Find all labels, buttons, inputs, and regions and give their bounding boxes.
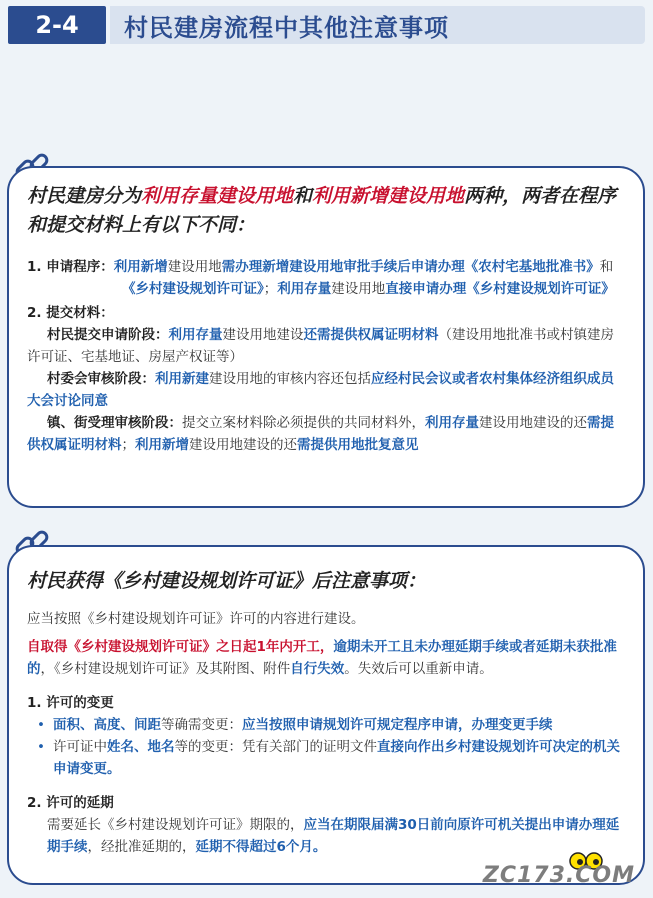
permit-validity-note xyxy=(27,636,627,680)
text-plain: ； xyxy=(263,281,278,297)
text-blue: 应当在期限届满30日前向原许可机关提出申请办理延期手续 xyxy=(47,817,620,855)
text-plain: ； xyxy=(121,437,135,453)
lead-text: 和 xyxy=(293,185,313,207)
item-label: 2. 提交材料： xyxy=(27,305,114,321)
permit-notes-card xyxy=(7,545,645,885)
text-plain: 建设用地建设的还 xyxy=(189,437,297,453)
stage-town-review xyxy=(27,412,627,456)
card2-content xyxy=(27,567,627,858)
text-blue: 利用新建 xyxy=(155,371,209,387)
text-plain: ，《乡村建设规划许可证》及其附图、附件 xyxy=(40,661,291,677)
text-blue: 需办理新增建设用地审批手续后申请办理《农村宅基地批准书》 xyxy=(221,259,600,275)
text-blue: 《乡村建设规划许可证》 xyxy=(122,281,264,297)
text-blue: 利用存量 xyxy=(168,327,223,343)
lead-highlight-existing: 利用存量建设用地 xyxy=(141,185,294,207)
text-blue: 延期不得超过6个月。 xyxy=(195,839,327,855)
text-blue: 直接申请办理《乡村建设规划许可证》 xyxy=(385,281,615,297)
lead-text: 两种，两者在程序和提交材料上有以下不同： xyxy=(27,185,617,236)
text-blue: 姓名、地名 xyxy=(107,739,175,755)
list-item xyxy=(27,714,627,736)
text-plain: 需要延长《乡村建设规划许可证》期限的， xyxy=(47,817,304,833)
stage-label: 村委会审核阶段： xyxy=(47,371,155,387)
text-blue: 利用新增 xyxy=(135,437,189,453)
stage-village-committee-review xyxy=(27,368,627,412)
text-blue: 需提供用地批复意见 xyxy=(297,437,419,453)
text-plain: 等的变更：凭有关部门的证明文件 xyxy=(174,739,377,755)
text-plain: 建设用地 xyxy=(167,259,222,275)
text-plain: 建设用地建设的还 xyxy=(479,415,587,431)
text-plain: 提交立案材料除必须提供的共同材料外， xyxy=(182,415,425,431)
text-plain: ，经批准延期的， xyxy=(87,839,196,855)
item-application-procedure xyxy=(27,256,627,300)
stage-label: 镇、街受理审核阶段： xyxy=(47,415,182,431)
section-title: 村民建房流程中其他注意事项 xyxy=(124,13,449,42)
stage-villager-application xyxy=(27,324,627,368)
text-plain: 和 xyxy=(599,259,614,275)
section-header xyxy=(0,0,653,54)
section-number: 2-4 xyxy=(8,6,106,44)
section-label: 2. 许可的延期 xyxy=(27,795,114,811)
card1-content xyxy=(27,182,627,456)
item-label: 1. 申请程序： xyxy=(27,259,114,275)
section-permit-extension xyxy=(27,792,627,814)
extension-text xyxy=(27,814,627,858)
text-red: 自取得《乡村建设规划许可证》之日起1年内开工 xyxy=(27,639,320,655)
text-plain: 建设用地的审核内容还包括 xyxy=(209,371,371,387)
text-blue: 利用存量 xyxy=(277,281,332,297)
watermark-logo: ZC173.COM xyxy=(482,863,635,888)
lead-highlight-new: 利用新增建设用地 xyxy=(312,185,465,207)
text-blue: 逾期未开工且未办理延期手续或者延期未获批准的 xyxy=(27,639,617,677)
text-blue: 应经村民会议或者农村集体经济组织成员大会讨论同意 xyxy=(27,371,614,409)
lead-text: 村民建房分为 xyxy=(27,185,142,207)
text-plain: 等确需变更： xyxy=(161,717,242,733)
text-blue: 利用新增 xyxy=(113,259,168,275)
text-plain: 。失效后可以重新申请。 xyxy=(344,661,493,677)
card2-lead: 村民获得《乡村建设规划许可证》后注意事项： xyxy=(27,570,427,592)
text-blue: 应当按照申请规划许可规定程序申请，办理变更手续 xyxy=(242,717,553,733)
card1-lead xyxy=(27,182,627,240)
section-permit-change xyxy=(27,692,627,714)
stage-label: 村民提交申请阶段： xyxy=(47,327,169,343)
text-blue: 利用存量 xyxy=(425,415,479,431)
text-blue: 直接向作出乡村建设规划许可决定的机关申请变更。 xyxy=(53,739,620,777)
text-blue: 需提供权属证明材料 xyxy=(27,415,614,453)
text-plain: 许可证中 xyxy=(53,739,107,755)
text-blue: 自行失效 xyxy=(290,661,345,677)
section-label: 1. 许可的变更 xyxy=(27,695,114,711)
construction-type-card xyxy=(7,166,645,508)
text-red: ， xyxy=(319,639,334,655)
list-item xyxy=(27,736,627,780)
bullet-icon: • xyxy=(37,717,45,733)
text-blue: 面积、高度、间距 xyxy=(53,717,161,733)
build-per-permit-note: 应当按照《乡村建设规划许可证》许可的内容进行建设。 xyxy=(27,611,365,627)
text-plain: （建设用地批准书或村镇建房许可证、宅基地证、房屋产权证等） xyxy=(27,327,614,365)
text-plain: 建设用地 xyxy=(331,281,386,297)
text-plain: 建设用地建设 xyxy=(222,327,304,343)
item-materials xyxy=(27,302,627,324)
section-title-bar xyxy=(110,6,645,44)
bullet-icon: • xyxy=(37,739,45,755)
text-blue: 还需提供权属证明材料 xyxy=(303,327,439,343)
